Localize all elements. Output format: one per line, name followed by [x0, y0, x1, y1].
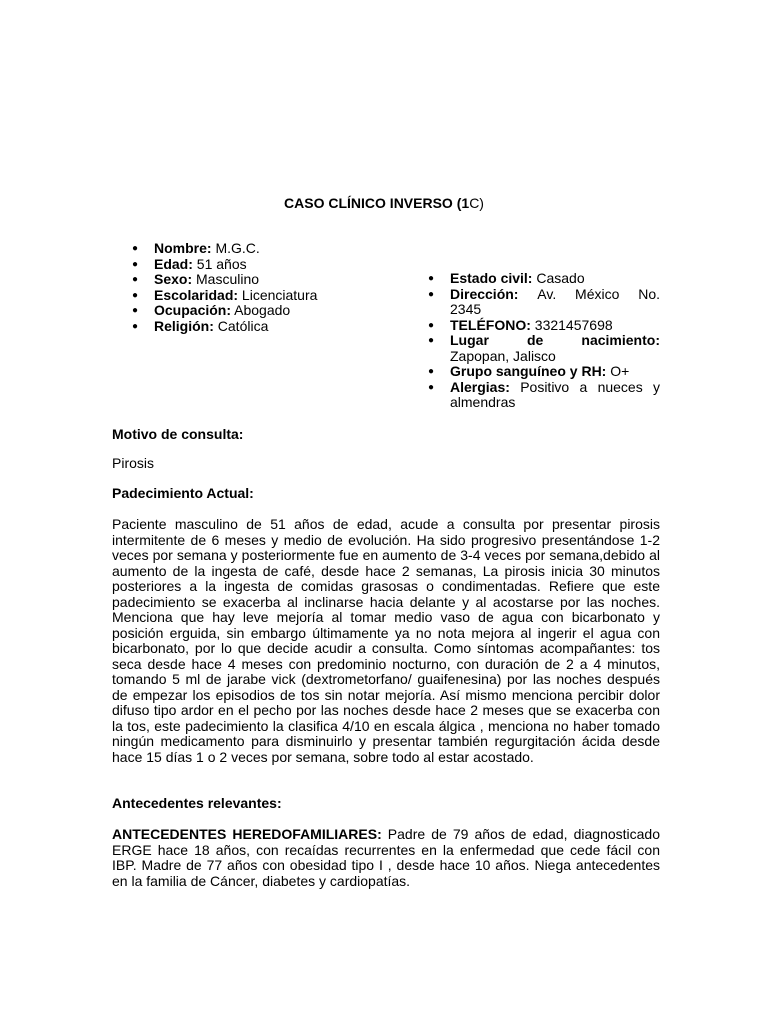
info-estado-civil	[428, 271, 660, 287]
info-edad	[132, 257, 392, 273]
info-label: Estado civil:	[450, 270, 533, 286]
info-value: México	[575, 285, 620, 302]
info-label: de	[526, 332, 544, 348]
info-label: Sexo:	[154, 271, 193, 287]
info-label: ● Dirección:	[450, 285, 519, 302]
antecedentes-heredofamiliares	[112, 827, 660, 889]
hf-label: ANTECEDENTES HEREDOFAMILIARES:	[112, 826, 382, 842]
info-grupo-sanguineo	[428, 364, 660, 380]
info-value: No.	[638, 285, 660, 302]
patient-info-left	[132, 241, 392, 334]
padecimiento-text: Paciente masculino de 51 años de edad, acude a consulta por presentar pirosis intermitente de 6 meses y medio de evolución. Ha sido progresivo presentándose 1-2 veces por semana y posteriormente fue en aumento de 3-4 veces por semana,debido al aumento de la ingesta de café, desde hace 2 semanas, La pirosis inicia 30 minutos posteriores a la ingesta de comidas grasosas o condimentadas. Refiere que este padecimiento se exacerba al inclinarse hacia delante y al acostarse por las noches. Menciona que hay leve mejoría al tomar medio vaso de agua con bicarbonato y posición erguida, sin embargo últimamente ya no nota mejora al ingerir el agua con bicarbonato, por lo que decide acudir a consulta. Como síntomas acompañantes: tos seca desde hace 4 meses con predominio nocturno, con duración de 2 a 4 minutos, tomando 5 ml de jarabe vick (dextrometorfano/ guaifenesina) por las noches después de empezar los episodios de tos sin notar mejoría. Así mismo menciona percibir dolor difuso tipo ardor en el pecho por las noches desde hace 2 meses que se exacerba con la tos, este padecimiento la clasifica 4/10 en escala álgica , menciona no haber tomado ningún medicamento para disminuirlo y presentar también regurgitación ácida desde hace 15 días 1 o 2 veces por semana, sobre todo al estar acostado.	[112, 516, 660, 765]
info-value-continued: Zapopan, Jalisco	[450, 347, 556, 364]
info-label: ● Lugar	[450, 332, 489, 348]
info-value: Católica	[213, 317, 269, 334]
info-sexo	[132, 272, 392, 288]
info-label: Grupo sanguíneo y RH:	[450, 363, 607, 379]
info-escolaridad	[132, 288, 392, 304]
info-value: 3321457698	[530, 316, 613, 333]
info-label: Edad:	[154, 255, 193, 272]
info-value: M.G.C.	[211, 240, 260, 256]
info-direccion	[428, 287, 660, 318]
title-main: CASO CLÍNICO INVERSO (	[284, 195, 462, 211]
motivo-heading: Motivo de consulta:	[112, 426, 244, 442]
info-value: Licenciatura	[238, 286, 318, 303]
info-label: TELÉFONO:	[450, 316, 531, 333]
info-value: 51 años	[192, 255, 247, 272]
info-label: Alergias:	[450, 378, 510, 395]
info-value: Masculino	[192, 271, 260, 287]
padecimiento-heading: Padecimiento Actual:	[112, 485, 254, 501]
info-alergias	[428, 380, 660, 411]
info-value: Abogado	[231, 302, 291, 318]
info-label: Ocupación:	[154, 302, 232, 318]
info-label: Religión:	[154, 317, 214, 334]
title-tail: C)	[469, 195, 484, 211]
info-value: O+	[606, 363, 630, 379]
info-telefono	[428, 318, 660, 334]
info-religion	[132, 319, 392, 335]
info-value: Positivo a nueces y almendras	[450, 378, 660, 410]
patient-info-right	[428, 271, 660, 411]
info-nombre	[132, 241, 392, 257]
info-ocupacion	[132, 303, 392, 319]
lugar-row	[450, 333, 660, 349]
hf-text: Padre de 79 años de edad, diagnosticado ERGE hace 18 años, con recaídas recurrentes en la enfermedad que cede fácil con IBP. Madre de 77 años con obesidad tipo I , desde hace 10 años. Niega antecedentes en la familia de Cáncer, diabetes y cardiopatías.	[112, 826, 660, 889]
motivo-text: Pirosis	[112, 455, 155, 471]
info-lugar-nacimiento	[428, 333, 660, 364]
direccion-row	[450, 287, 660, 303]
info-value: Casado	[532, 270, 585, 286]
info-value: Av.	[537, 285, 557, 302]
document-title	[0, 196, 768, 212]
info-label: Escolaridad:	[154, 286, 239, 303]
info-label: Nombre:	[154, 240, 212, 256]
info-value-continued: 2345	[450, 301, 482, 317]
antecedentes-heading: Antecedentes relevantes:	[112, 795, 282, 811]
title-number: 1	[461, 195, 470, 211]
info-label: nacimiento:	[581, 332, 660, 348]
